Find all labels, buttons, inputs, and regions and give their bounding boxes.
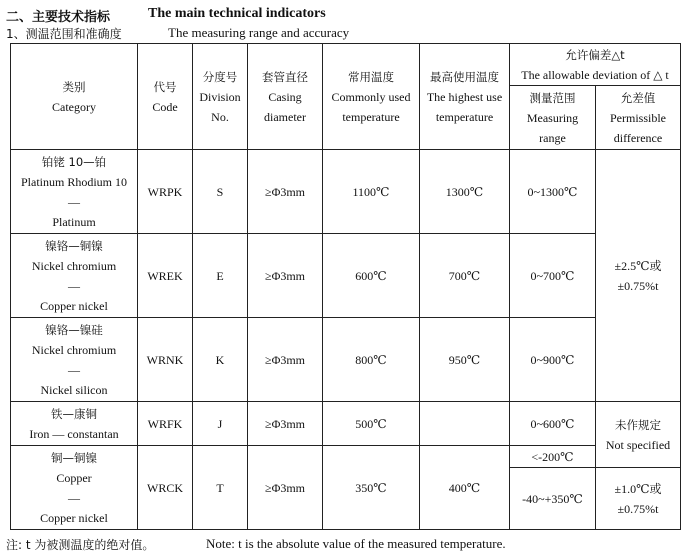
row-highest-temp: 700℃: [420, 234, 510, 318]
footnote-zh: 注: t 为被测温度的绝对值。: [6, 538, 155, 552]
header-casing-en1: Casing: [268, 89, 302, 104]
row-permissible-group-1: [596, 150, 681, 402]
permissible-line2: ±0.75%t: [617, 278, 659, 293]
category-en-second: Nickel silicon: [40, 382, 108, 397]
header-division-en2: No.: [211, 109, 229, 124]
category-zh: 铜—铜镍: [51, 450, 97, 465]
row-casing: ≥Φ3mm: [248, 150, 323, 234]
header-permissible-en2: difference: [613, 130, 663, 145]
header-casing: [248, 44, 323, 150]
category-en: Iron — constantan: [29, 426, 119, 441]
footnote-en: Note: t is the absolute value of the measured temperature.: [206, 536, 506, 551]
subsection-heading: [6, 25, 350, 43]
row-category: [11, 402, 138, 446]
header-highest-temp: [420, 44, 510, 150]
table-row: [11, 234, 681, 318]
header-code-en: Code: [152, 99, 178, 114]
row-category: [11, 446, 138, 530]
header-casing-en2: diameter: [264, 109, 306, 124]
row-code: WRPK: [138, 150, 193, 234]
row-permissible-group-3: [596, 468, 681, 530]
header-category-en: Category: [52, 99, 96, 114]
row-measuring-range: 0~600℃: [510, 402, 596, 446]
row-code: WREK: [138, 234, 193, 318]
row-highest-temp: 950℃: [420, 318, 510, 402]
row-code: WRCK: [138, 446, 193, 530]
header-common-temp-en2: temperature: [342, 109, 400, 124]
header-deviation: [510, 44, 681, 86]
row-common-temp: 500℃: [323, 402, 420, 446]
category-zh: 铁—康铜: [51, 406, 97, 421]
table-row: [11, 446, 681, 468]
subsection-heading-zh: 1、测温范围和准确度: [6, 27, 122, 41]
header-division-zh: 分度号: [202, 69, 238, 84]
table-row: [11, 150, 681, 234]
row-division: K: [193, 318, 248, 402]
category-dash: —: [68, 362, 80, 377]
row-permissible-group-2: [596, 402, 681, 468]
header-common-temp: [323, 44, 420, 150]
category-en-second: Copper nickel: [40, 298, 108, 313]
permissible-line1: ±2.5℃或: [614, 258, 662, 273]
header-code-zh: 代号: [153, 79, 177, 94]
header-permissible: [596, 86, 681, 150]
category-en-second: Copper nickel: [40, 510, 108, 525]
table-row: [11, 402, 681, 446]
row-common-temp: 350℃: [323, 446, 420, 530]
permissible-en: Not specified: [605, 437, 671, 452]
category-dash: —: [68, 490, 80, 505]
header-measuring-range: [510, 86, 596, 150]
category-en: Copper: [56, 470, 92, 485]
footnote: [6, 536, 506, 554]
row-highest-temp: 1300℃: [420, 150, 510, 234]
subsection-heading-en: The measuring range and accuracy: [168, 25, 350, 40]
category-zh: 镍铬—铜镍: [45, 238, 103, 253]
section-heading-zh: 二、主要技术指标: [6, 10, 111, 25]
header-division: [193, 44, 248, 150]
row-category: [11, 318, 138, 402]
header-measuring-range-en2: range: [539, 130, 566, 145]
technical-indicators-table: [10, 43, 681, 530]
row-casing: ≥Φ3mm: [248, 402, 323, 446]
header-measuring-range-en1: Measuring: [526, 110, 579, 125]
permissible-zh: 未作规定: [615, 417, 661, 432]
header-division-en1: Division: [199, 89, 241, 104]
row-common-temp: 800℃: [323, 318, 420, 402]
row-common-temp: 1100℃: [323, 150, 420, 234]
row-highest-temp: [420, 402, 510, 446]
row-measuring-range: 0~1300℃: [510, 150, 596, 234]
row-measuring-range: 0~900℃: [510, 318, 596, 402]
header-highest-temp-zh: 最高使用温度: [430, 69, 499, 84]
header-highest-temp-en2: temperature: [435, 109, 494, 124]
row-measuring-range: 0~700℃: [510, 234, 596, 318]
category-en: Platinum Rhodium 10: [20, 174, 127, 189]
row-division: S: [193, 150, 248, 234]
header-code: [138, 44, 193, 150]
row-casing: ≥Φ3mm: [248, 318, 323, 402]
row-category: [11, 234, 138, 318]
row-casing: ≥Φ3mm: [248, 446, 323, 530]
header-row: [11, 44, 681, 86]
header-highest-temp-en1: The highest use: [426, 89, 503, 104]
header-category: [11, 44, 138, 150]
header-common-temp-zh: 常用温度: [348, 69, 394, 84]
category-zh: 镍铬—镍硅: [45, 322, 103, 337]
header-category-zh: 类别: [62, 79, 86, 94]
category-dash: —: [68, 194, 80, 209]
category-en: Nickel chromium: [31, 258, 117, 273]
permissible-line1: ±1.0℃或: [614, 481, 662, 496]
header-measuring-range-zh: 测量范围: [529, 90, 576, 105]
category-dash: —: [68, 278, 80, 293]
row-common-temp: 600℃: [323, 234, 420, 318]
category-en: Nickel chromium: [31, 342, 117, 357]
permissible-line2: ±0.75%t: [617, 501, 659, 516]
category-zh: 铂铑 10—铂: [41, 154, 107, 169]
row-division: T: [193, 446, 248, 530]
row-casing: ≥Φ3mm: [248, 234, 323, 318]
header-casing-zh: 套管直径: [262, 69, 308, 84]
header-deviation-zh: 允许偏差△t: [565, 47, 625, 62]
section-heading-en: The main technical indicators: [148, 6, 326, 21]
row-code: WRFK: [138, 402, 193, 446]
row-measuring-range-a: <-200℃: [510, 446, 596, 468]
category-en-second: Platinum: [52, 214, 96, 229]
row-code: WRNK: [138, 318, 193, 402]
header-permissible-en1: Permissible: [610, 110, 666, 125]
row-division: J: [193, 402, 248, 446]
row-highest-temp: 400℃: [420, 446, 510, 530]
table-row: [11, 318, 681, 402]
section-heading: [6, 6, 326, 25]
header-deviation-en: The allowable deviation of △ t: [521, 67, 669, 82]
header-common-temp-en1: Commonly used: [331, 89, 411, 104]
header-permissible-zh: 允差值: [620, 90, 656, 105]
row-measuring-range-b: -40~+350℃: [510, 468, 596, 530]
row-category: [11, 150, 138, 234]
row-division: E: [193, 234, 248, 318]
